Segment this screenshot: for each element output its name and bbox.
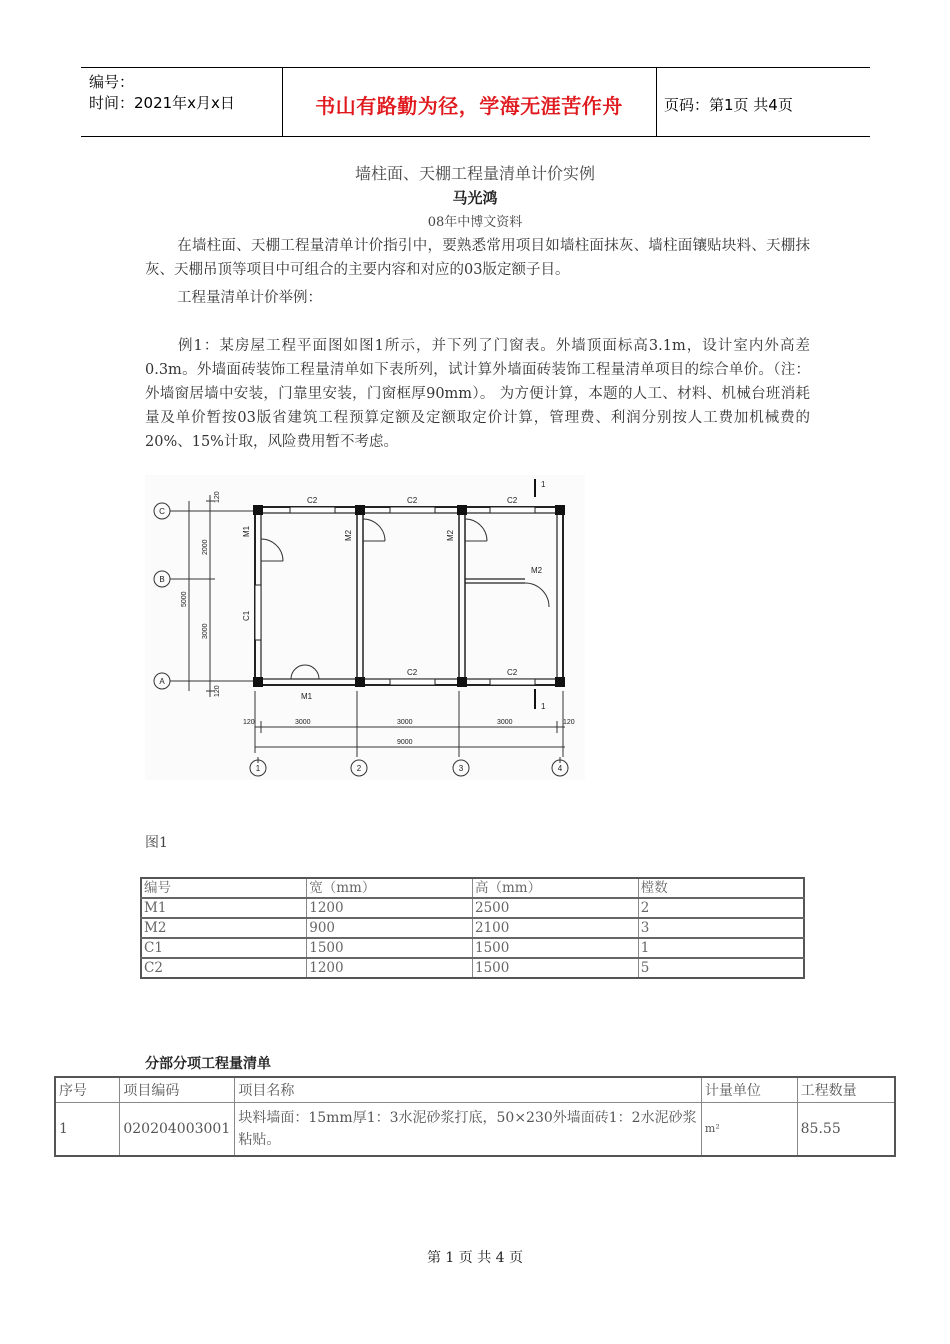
section-label-top: 1 [541, 480, 546, 489]
label-m2-1: M2 [344, 529, 353, 541]
table-header-cell: 序号 [55, 1077, 120, 1103]
table-cell: M1 [141, 898, 307, 918]
label-c2-4: C2 [407, 668, 418, 677]
table-cell: 900 [307, 918, 473, 938]
table-header-row [141, 878, 804, 898]
label-c1: C1 [242, 610, 251, 621]
columns [253, 505, 565, 687]
table-cell: 2 [638, 898, 804, 918]
header-date-label: 时间：2021年x月x日 [89, 94, 235, 112]
bill-table [54, 1076, 896, 1157]
section-label-bottom: 1 [541, 702, 546, 711]
table-row [141, 938, 804, 958]
windows [255, 507, 535, 685]
label-c2-1: C2 [307, 496, 318, 505]
doc-title: 墙柱面、天棚工程量清单计价实例 [354, 164, 595, 183]
table-cell: 2100 [473, 918, 639, 938]
door-window-table [140, 877, 805, 979]
table-header-cell: 工程数量 [797, 1077, 895, 1103]
axis-label-a: A [159, 677, 165, 686]
dim-bottom-3000-1: 3000 [295, 719, 311, 726]
dim-bottom-120-right: 120 [563, 719, 575, 726]
table-header-cell: 樘数 [638, 878, 804, 898]
dim-bottom-120-left: 120 [243, 719, 255, 726]
table-cell: 1500 [473, 958, 639, 978]
page-footer: 第 1 页 共 4 页 [426, 1250, 524, 1266]
header-meta [89, 72, 235, 114]
table-cell: 1200 [307, 898, 473, 918]
table-cell: 1200 [307, 958, 473, 978]
table-cell: 3 [638, 918, 804, 938]
table-cell: m² [701, 1103, 797, 1157]
table-cell: 020204003001 [120, 1103, 235, 1157]
table-cell: M2 [141, 918, 307, 938]
axis-label-b: B [159, 575, 165, 584]
table-cell: 1500 [473, 938, 639, 958]
table-row [141, 958, 804, 978]
table-header-row [55, 1077, 895, 1103]
header-divider [656, 68, 657, 136]
axis-label-1: 1 [255, 764, 261, 773]
doc-author: 马光鸿 [452, 189, 498, 207]
table-header-cell: 项目编码 [120, 1077, 235, 1103]
label-m1-left: M1 [242, 525, 251, 537]
header-page-label: 页码：第1页 共4页 [664, 96, 793, 114]
table-cell: 1500 [307, 938, 473, 958]
table-cell: 1 [55, 1103, 120, 1157]
table-row [141, 918, 804, 938]
label-c2-2: C2 [407, 496, 418, 505]
paragraph-example-1: 例1：某房屋工程平面图如图1所示，并下列了门窗表。外墙顶面标高3.1m，设计室内外高差0.3m。外墙面砖装饰工程量清单如下表所列，试计算外墙面砖装饰工程量清单项目的综合单价。（注：外墙窗居墙中安装，门靠里安装，门窗框厚90mm）。 为方便计算，本题的人工、材料、机械台班消耗量及单价暂按03版省建筑工程预算定额及定额取定价计算，管理费、利润分别按人工费加机械费的20%、15%计取，风险费用暂不考虑。 [145, 338, 810, 450]
dim-left-5000: 5000 [181, 591, 188, 607]
left-dimension-lines [185, 495, 214, 697]
table-cell: C2 [141, 958, 307, 978]
table-cell: C1 [141, 938, 307, 958]
table-row [141, 898, 804, 918]
table-cell: 5 [638, 958, 804, 978]
table-header-cell: 项目名称 [235, 1077, 702, 1103]
figure-caption: 图1 [145, 835, 168, 851]
header-motto: 书山有路勤为径，学海无涯苦作舟 [315, 94, 623, 118]
dim-left-3000: 3000 [202, 623, 209, 639]
label-m2-3: M2 [531, 566, 543, 575]
label-m2-2: M2 [446, 529, 455, 541]
dim-left-120-bottom: 120 [214, 685, 221, 697]
table-cell: 85.55 [797, 1103, 895, 1157]
page-header [81, 67, 870, 137]
label-m1-bottom: M1 [301, 692, 313, 701]
dim-bottom-total: 9000 [397, 739, 413, 746]
table-header-cell: 宽（mm） [307, 878, 473, 898]
doc-source: 08年中博文资料 [427, 215, 523, 230]
axis-label-2: 2 [356, 764, 362, 773]
table-cell: 2500 [473, 898, 639, 918]
bottom-dimension-lines [255, 691, 565, 763]
axis-label-c: C [159, 507, 165, 516]
axis-bubbles-left [154, 503, 255, 689]
table-header-cell: 计量单位 [701, 1077, 797, 1103]
dim-bottom-3000-3: 3000 [497, 719, 513, 726]
table-header-cell: 编号 [141, 878, 307, 898]
header-number-label: 编号： [89, 73, 135, 91]
table-row [55, 1103, 895, 1157]
axis-label-3: 3 [458, 764, 464, 773]
table-cell: 块料墙面：15mm厚1：3水泥砂浆打底，50×230外墙面砖1：2水泥砂浆粘贴。 [235, 1103, 702, 1157]
paragraph-example-heading: 工程量清单计价举例： [177, 290, 322, 306]
doors [261, 519, 549, 679]
table-cell: 1 [638, 938, 804, 958]
bill-title: 分部分项工程量清单 [145, 1056, 271, 1072]
dim-left-120-top: 120 [214, 491, 221, 503]
axis-bubbles-bottom [250, 760, 568, 776]
floor-plan-figure [145, 475, 585, 780]
table-header-cell: 高（mm） [473, 878, 639, 898]
walls [255, 507, 563, 685]
label-c2-3: C2 [507, 496, 518, 505]
paragraph-intro: 在墙柱面、天棚工程量清单计价指引中，要熟悉常用项目如墙柱面抹灰、墙柱面镶贴块料、天棚抹灰、天棚吊顶等项目中可组合的主要内容和对应的03版定额子目。 [145, 238, 810, 278]
label-c2-5: C2 [507, 668, 518, 677]
dim-bottom-3000-2: 3000 [397, 719, 413, 726]
axis-label-4: 4 [557, 764, 563, 773]
dim-left-2000: 2000 [202, 539, 209, 555]
